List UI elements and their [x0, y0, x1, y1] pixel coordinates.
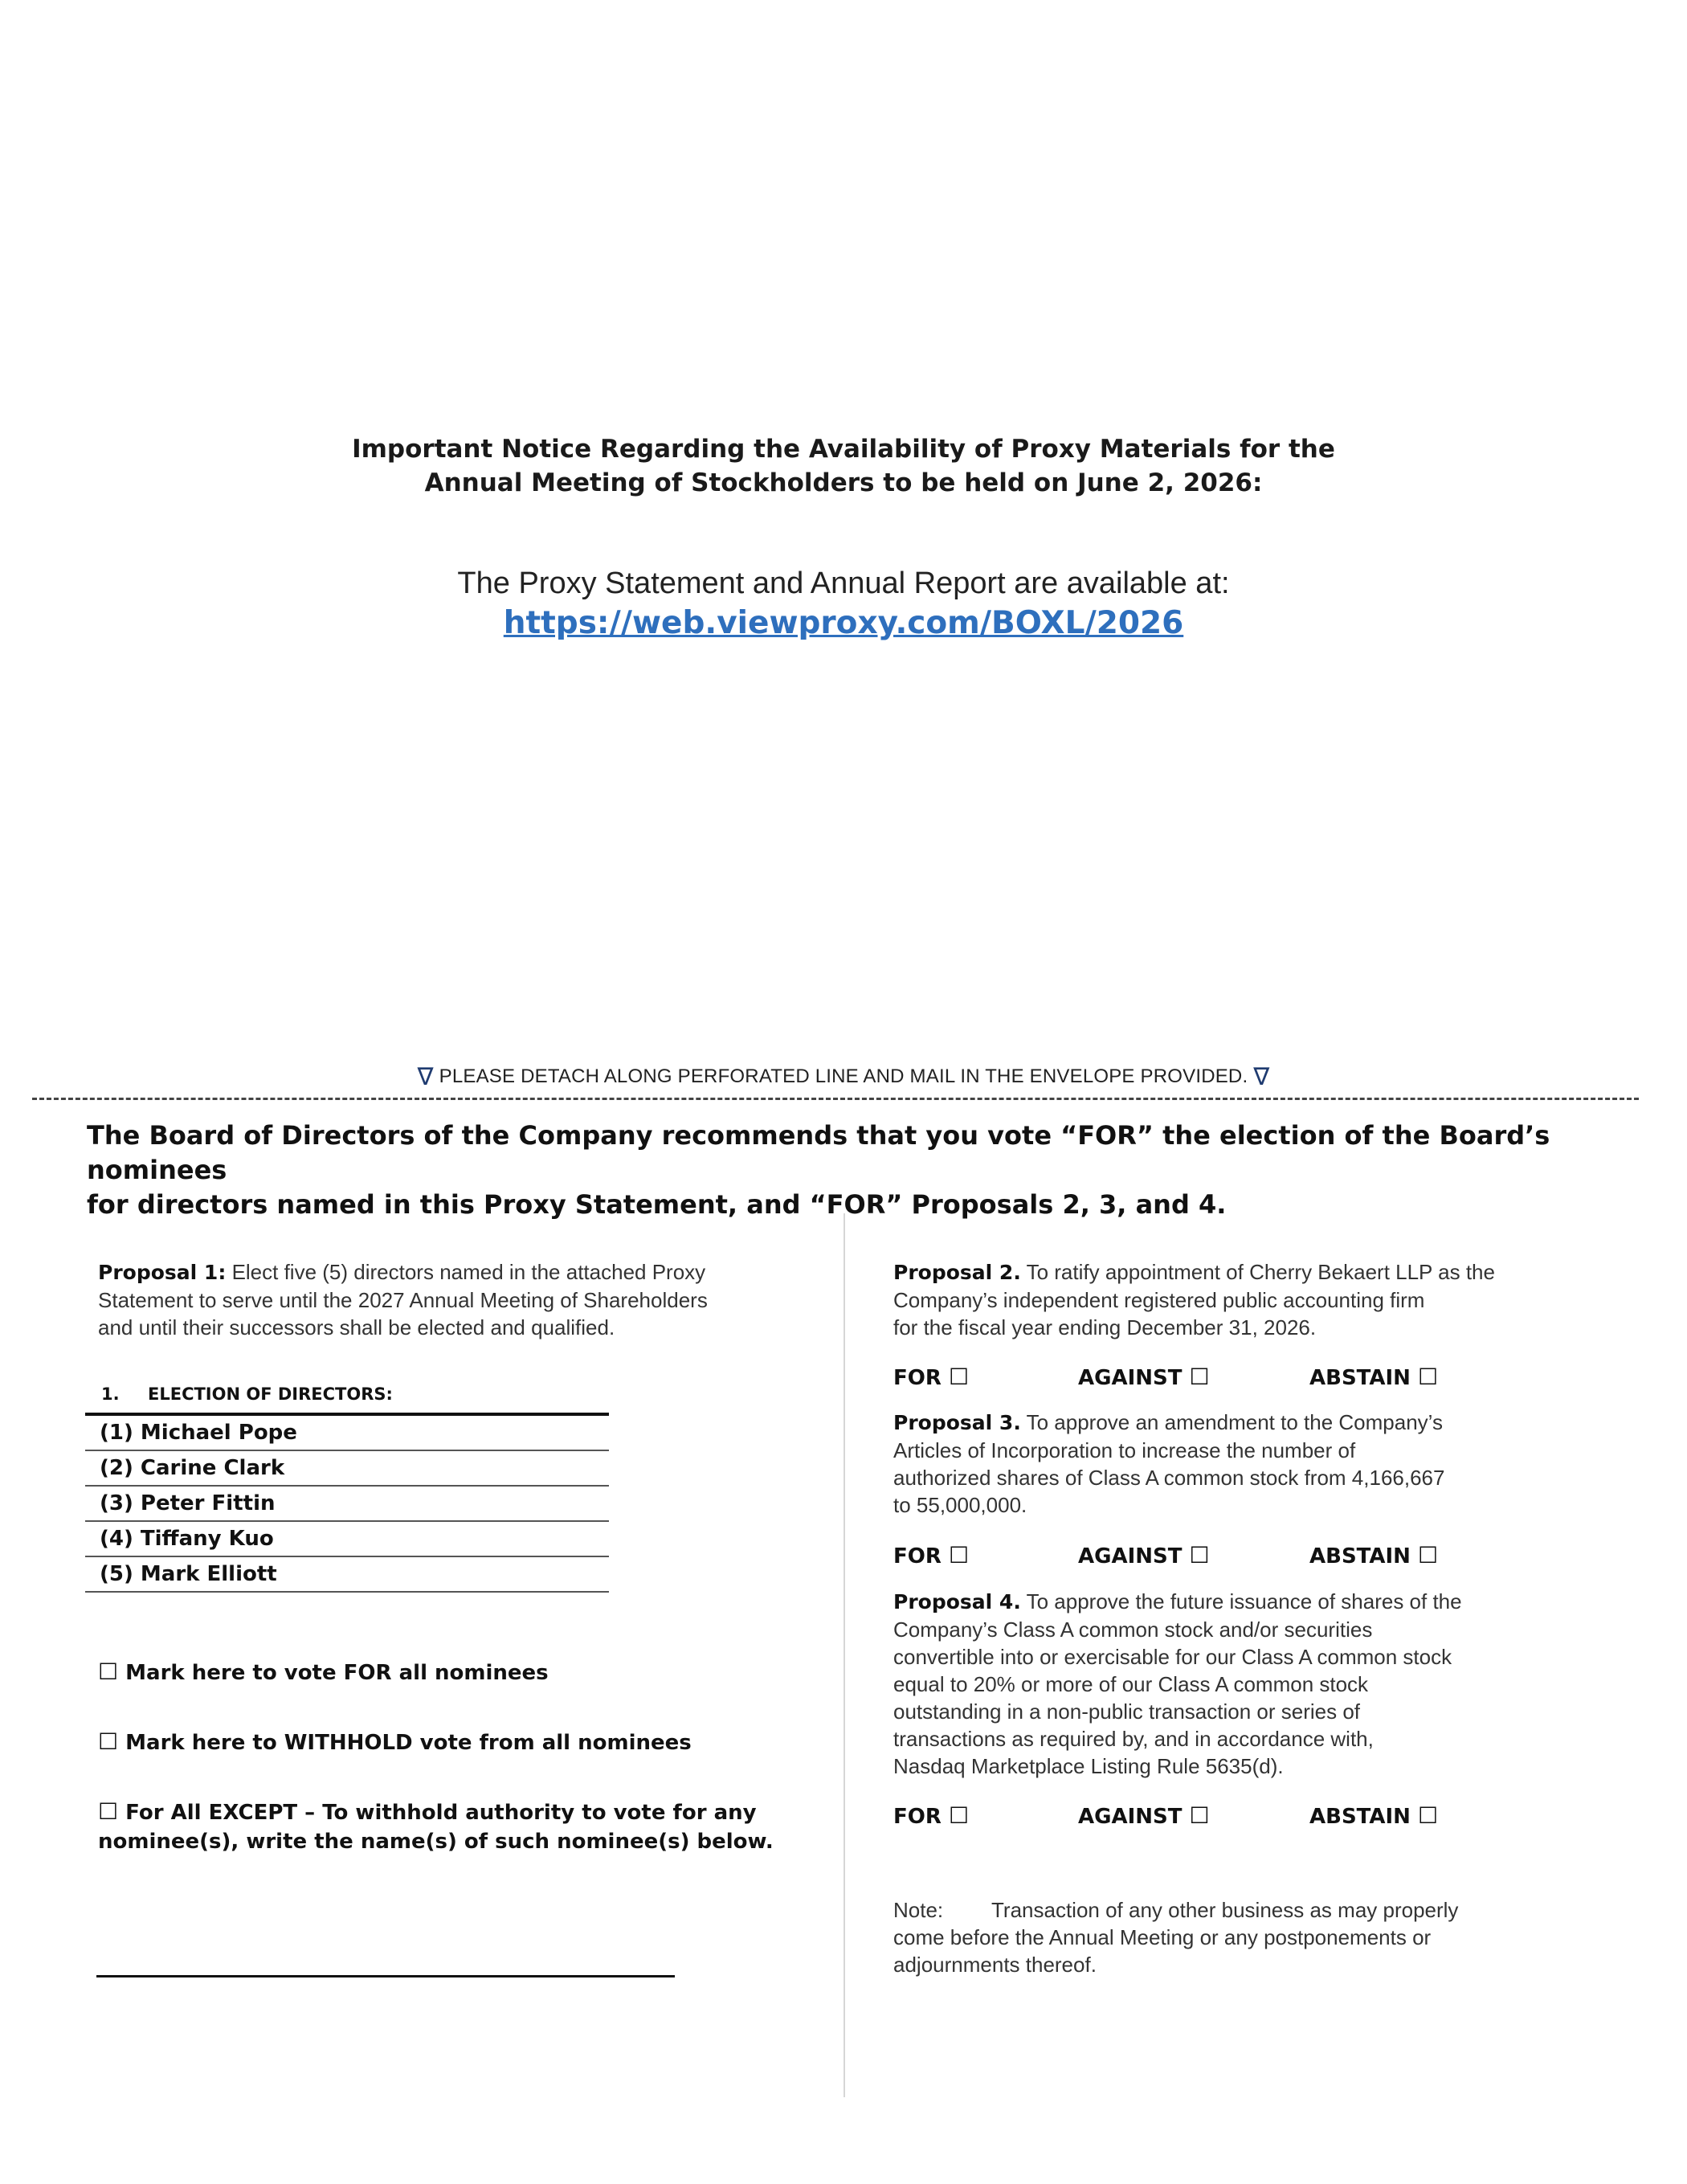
proposal-2-text-line: for the fiscal year ending December 31, 2026. — [893, 1315, 1317, 1339]
perforated-line — [32, 1098, 1639, 1100]
nominee-row: (1) Michael Pope — [85, 1416, 609, 1451]
nominee-row: (4) Tiffany Kuo — [85, 1522, 609, 1557]
availability-text: The Proxy Statement and Annual Report are available at: — [457, 566, 1230, 600]
nominee-row: (5) Mark Elliott — [85, 1557, 609, 1593]
note — [893, 1896, 1560, 1978]
proposal-3-label: Proposal 3. — [893, 1411, 1021, 1434]
proposal-4 — [893, 1588, 1560, 1780]
down-triangle-icon: ∇ — [417, 1064, 434, 1090]
proposal-4-abstain-option[interactable] — [1309, 1802, 1438, 1829]
for-all-except-option[interactable] — [98, 1798, 821, 1856]
proposal-2 — [893, 1258, 1560, 1341]
proposal-3-text-line: Articles of Incorporation to increase the number of — [893, 1438, 1356, 1462]
proposal-3-for-option[interactable] — [893, 1542, 969, 1568]
proposal-4-against-option[interactable] — [1078, 1802, 1210, 1829]
election-title — [101, 1384, 393, 1404]
vote-for-all-checkbox[interactable]: ☐ — [98, 1658, 119, 1685]
note-label: Note: — [893, 1898, 944, 1922]
notice-heading — [0, 432, 1687, 500]
for-all-except-checkbox[interactable]: ☐ — [98, 1798, 119, 1825]
notice-line-2: Annual Meeting of Stockholders to be held on June 2, 2026: — [424, 468, 1263, 497]
proposal-2-text-line: To ratify appointment of Cherry Bekaert LLP as the — [1026, 1260, 1495, 1284]
notice-line-1: Important Notice Regarding the Availability of Proxy Materials for the — [352, 435, 1335, 464]
proposal-3-against-checkbox[interactable]: ☐ — [1189, 1542, 1210, 1568]
nominee-row: (3) Peter Fittin — [85, 1487, 609, 1522]
detach-text: PLEASE DETACH ALONG PERFORATED LINE AND MAIL IN THE ENVELOPE PROVIDED. — [439, 1065, 1248, 1087]
for-all-except-label-line-2: nominee(s), write the name(s) of such nominee(s) below. — [98, 1830, 774, 1854]
vote-for-all-option[interactable] — [98, 1658, 821, 1687]
proxy-materials-link[interactable]: https://web.viewproxy.com/BOXL/2026 — [503, 605, 1184, 641]
nominee-row: (2) Carine Clark — [85, 1451, 609, 1487]
proposal-4-text-line: transactions as required by, and in accordance with, — [893, 1727, 1374, 1751]
proposal-3-text-line: authorized shares of Class A common stock from 4,166,667 — [893, 1466, 1445, 1490]
proposal-4-for-option[interactable] — [893, 1802, 969, 1829]
note-text-line: come before the Annual Meeting or any postponements or — [893, 1925, 1432, 1949]
proposal-2-for-checkbox[interactable]: ☐ — [948, 1364, 970, 1390]
proposal-2-abstain-option[interactable] — [1309, 1364, 1438, 1390]
proposal-3-text-line: To approve an amendment to the Company’s — [1026, 1410, 1443, 1434]
proposal-2-label: Proposal 2. — [893, 1261, 1021, 1284]
for-label: FOR — [893, 1366, 942, 1390]
proposal-4-text-line: Nasdaq Marketplace Listing Rule 5635(d). — [893, 1754, 1284, 1778]
for-label: FOR — [893, 1805, 942, 1829]
abstain-label: ABSTAIN — [1309, 1805, 1411, 1829]
proposal-4-against-checkbox[interactable]: ☐ — [1189, 1802, 1210, 1829]
proposal-3-against-option[interactable] — [1078, 1542, 1210, 1568]
proposal-3-text-line: to 55,000,000. — [893, 1493, 1027, 1517]
vote-for-all-label: Mark here to vote FOR all nominees — [125, 1661, 549, 1685]
proposal-4-text-line: To approve the future issuance of shares of the — [1026, 1589, 1462, 1613]
column-divider — [844, 1213, 845, 2097]
against-label: AGAINST — [1078, 1366, 1183, 1390]
proposal-4-for-checkbox[interactable]: ☐ — [948, 1802, 970, 1829]
proposal-4-text-line: convertible into or exercisable for our Class A common stock — [893, 1645, 1452, 1669]
down-triangle-icon: ∇ — [1253, 1064, 1270, 1090]
for-all-except-label-line-1: For All EXCEPT – To withhold authority to vote for any — [125, 1801, 757, 1825]
proposal-2-against-option[interactable] — [1078, 1364, 1210, 1390]
proposal-2-vote-options — [893, 1364, 1616, 1393]
against-label: AGAINST — [1078, 1805, 1183, 1829]
for-label: FOR — [893, 1544, 942, 1568]
proposal-2-text-line: Company’s independent registered public accounting firm — [893, 1288, 1425, 1312]
withhold-all-checkbox[interactable]: ☐ — [98, 1728, 119, 1755]
proposal-4-text-line: Company’s Class A common stock and/or securities — [893, 1618, 1373, 1642]
election-number: 1. — [101, 1384, 120, 1404]
against-label: AGAINST — [1078, 1544, 1183, 1568]
proposal-3-abstain-option[interactable] — [1309, 1542, 1438, 1568]
withhold-all-label: Mark here to WITHHOLD vote from all nominees — [125, 1731, 692, 1755]
proposal-1-label: Proposal 1: — [98, 1261, 227, 1284]
proposal-4-vote-options — [893, 1802, 1616, 1831]
proposal-1-text-line: and until their successors shall be elected and qualified. — [98, 1315, 615, 1339]
proposal-2-against-checkbox[interactable]: ☐ — [1189, 1364, 1210, 1390]
proposal-3-abstain-checkbox[interactable]: ☐ — [1418, 1542, 1439, 1568]
detach-instruction — [0, 1063, 1687, 1091]
nominee-table — [85, 1413, 609, 1593]
proposal-2-abstain-checkbox[interactable]: ☐ — [1418, 1364, 1439, 1390]
except-nominee-write-in-line[interactable] — [96, 1975, 675, 1977]
note-text-line: adjournments thereof. — [893, 1953, 1097, 1977]
abstain-label: ABSTAIN — [1309, 1366, 1411, 1390]
board-line-1: The Board of Directors of the Company recommends that you vote “FOR” the election of the Board’s nominees — [87, 1120, 1550, 1185]
proposal-4-label: Proposal 4. — [893, 1590, 1021, 1613]
proposal-3-for-checkbox[interactable]: ☐ — [948, 1542, 970, 1568]
proposal-4-abstain-checkbox[interactable]: ☐ — [1418, 1802, 1439, 1829]
proposal-4-text-line: outstanding in a non-public transaction or series of — [893, 1699, 1361, 1724]
board-recommendation — [87, 1119, 1613, 1222]
board-line-2: for directors named in this Proxy Statement, and “FOR” Proposals 2, 3, and 4. — [87, 1189, 1227, 1220]
proposal-4-text-line: equal to 20% or more of our Class A common stock — [893, 1672, 1369, 1696]
proposal-3-vote-options — [893, 1542, 1616, 1571]
withhold-all-option[interactable] — [98, 1728, 821, 1757]
note-text-line: Transaction of any other business as may properly — [991, 1898, 1459, 1922]
election-title-text: ELECTION OF DIRECTORS: — [148, 1384, 393, 1404]
proposal-3 — [893, 1409, 1560, 1519]
proposal-1 — [98, 1258, 805, 1341]
proposal-2-for-option[interactable] — [893, 1364, 969, 1390]
proposal-1-text-line: Statement to serve until the 2027 Annual Meeting of Shareholders — [98, 1288, 708, 1312]
abstain-label: ABSTAIN — [1309, 1544, 1411, 1568]
proposal-1-text-line: Elect five (5) directors named in the attached Proxy — [231, 1260, 706, 1284]
